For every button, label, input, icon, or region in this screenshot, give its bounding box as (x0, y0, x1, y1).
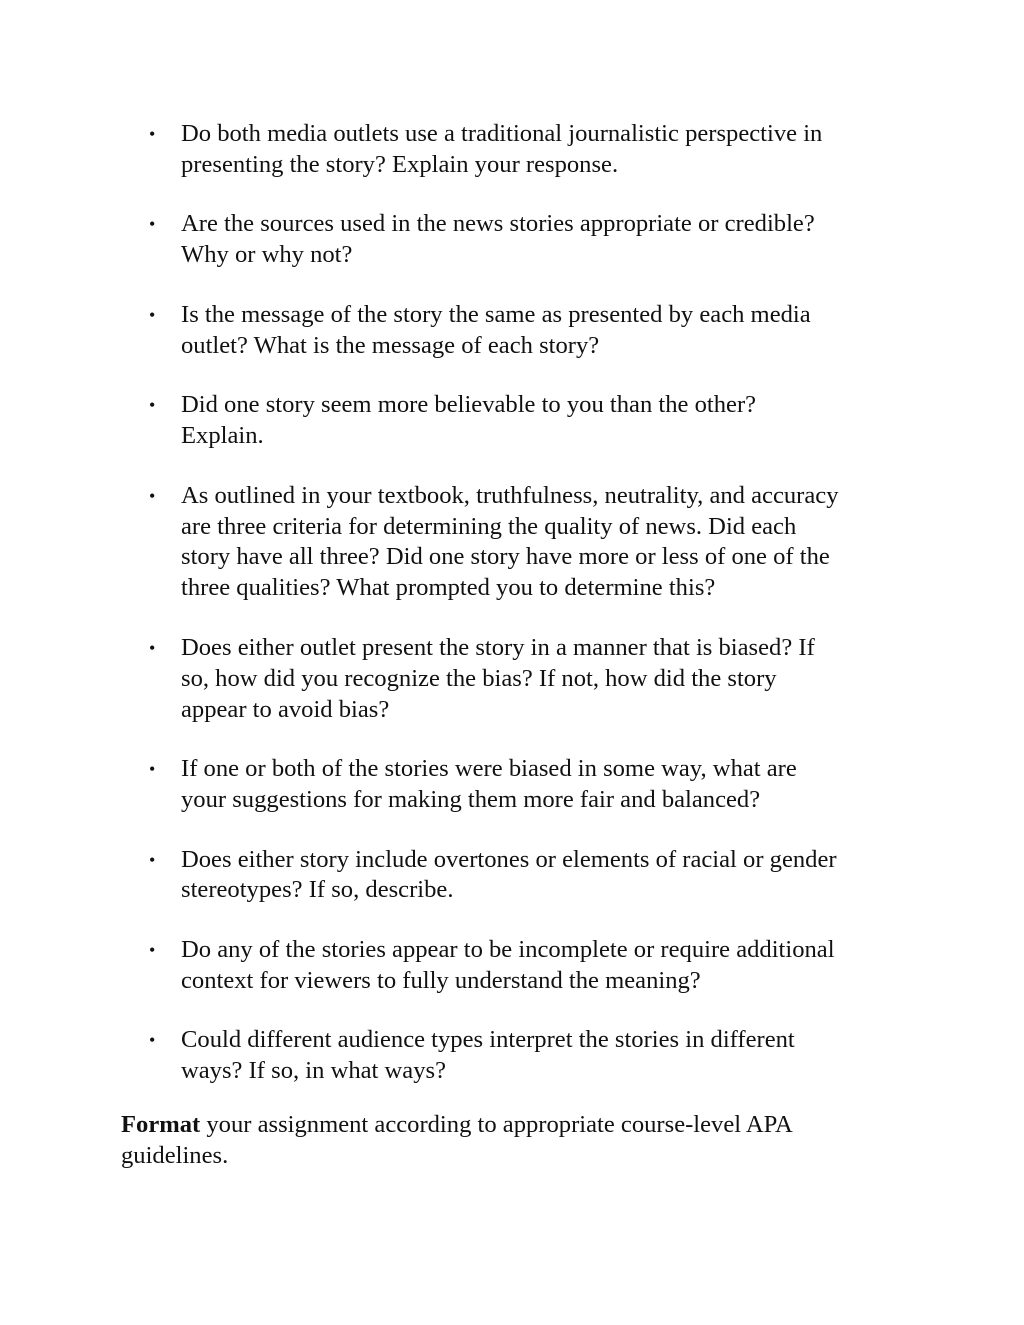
format-text-line-1: your assignment according to appropriate course-level APA (200, 1111, 793, 1138)
question-line: Do both media outlets use a traditional journalistic perspective in (181, 120, 823, 147)
bullet-icon: • (149, 939, 156, 960)
list-item (148, 119, 908, 181)
bullet-icon: • (149, 304, 156, 325)
question-line: story have all three? Did one story have more or less of one of the (181, 543, 830, 571)
question-text (181, 633, 908, 726)
bullet-icon: • (149, 395, 156, 416)
format-label: Format (121, 1111, 201, 1138)
list-item (148, 481, 908, 605)
list-item (148, 209, 908, 271)
format-instruction (121, 1109, 901, 1171)
list-item (148, 300, 908, 362)
bullet-icon: • (149, 214, 156, 235)
question-text (181, 119, 908, 181)
bullet-icon: • (149, 1030, 156, 1051)
list-item (148, 754, 908, 816)
question-line: outlet? What is the message of each story? (181, 331, 600, 359)
question-list (148, 119, 908, 1087)
bullet-icon: • (149, 485, 156, 506)
question-line: presenting the story? Explain your response. (181, 150, 619, 178)
bullet-icon: • (149, 124, 156, 144)
list-item (148, 935, 908, 997)
list-item (148, 845, 908, 907)
question-line: If one or both of the stories were biased in some way, what are (181, 755, 797, 783)
question-text (181, 300, 908, 362)
question-line: Explain. (181, 422, 264, 450)
bullet-icon: • (149, 637, 156, 658)
question-line: are three criteria for determining the quality of news. Did each (181, 512, 797, 540)
list-item (148, 1025, 908, 1087)
question-line: As outlined in your textbook, truthfulness, neutrality, and accuracy (181, 481, 839, 509)
question-line: stereotypes? If so, describe. (181, 876, 454, 904)
question-line: Why or why not? (181, 241, 353, 269)
list-item (148, 390, 908, 452)
question-line: ways? If so, in what ways? (181, 1057, 446, 1085)
format-text-line-2: guidelines. (121, 1142, 229, 1169)
question-line: Are the sources used in the news stories appropriate or credible? (181, 210, 815, 238)
question-line: appear to avoid bias? (181, 695, 390, 723)
question-text (181, 754, 908, 816)
question-text (181, 935, 908, 997)
question-line: Is the message of the story the same as presented by each media (181, 300, 811, 328)
question-line: Could different audience types interpret the stories in different (181, 1026, 795, 1054)
question-line: Does either outlet present the story in a manner that is biased? If (181, 633, 815, 661)
question-line: three qualities? What prompted you to determine this? (181, 574, 716, 602)
question-text (181, 1025, 908, 1087)
question-line: your suggestions for making them more fair and balanced? (181, 786, 761, 814)
question-text (181, 390, 908, 452)
question-line: Did one story seem more believable to you than the other? (181, 391, 757, 419)
question-text (181, 845, 908, 907)
bullet-icon: • (149, 759, 156, 780)
question-text (181, 481, 908, 605)
question-text (181, 209, 908, 271)
list-item (148, 633, 908, 726)
question-line: so, how did you recognize the bias? If not, how did the story (181, 664, 777, 692)
question-line: context for viewers to fully understand the meaning? (181, 966, 701, 994)
bullet-icon: • (149, 849, 156, 870)
question-line: Does either story include overtones or elements of racial or gender (181, 845, 837, 873)
question-line: Do any of the stories appear to be incomplete or require additional (181, 935, 835, 963)
